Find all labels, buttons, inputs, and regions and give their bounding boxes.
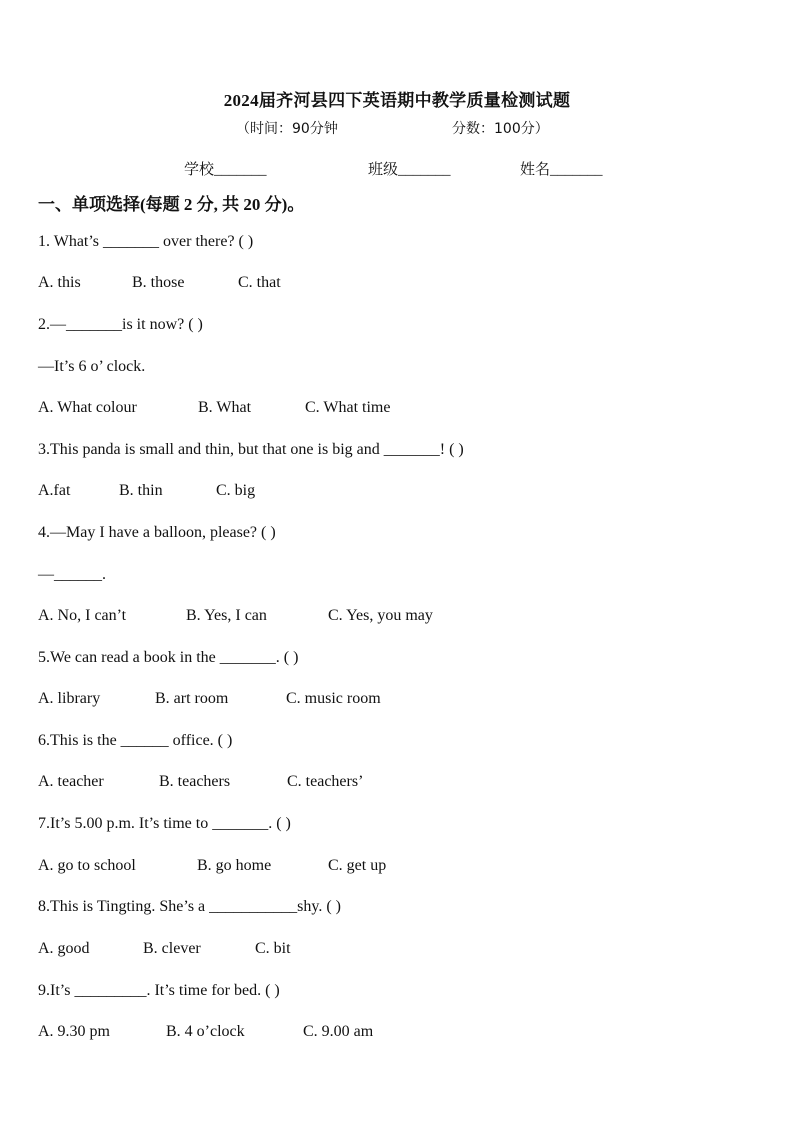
question-5-option-c: C. music room xyxy=(286,690,381,707)
name-field: 姓名_______ xyxy=(520,162,603,178)
question-6-option-b: B. teachers xyxy=(159,773,231,790)
question-2-stem: 2.—_______is it now? ( ) xyxy=(38,316,203,333)
question-3-option-b: B. thin xyxy=(119,482,163,499)
question-3-stem: 3.This panda is small and thin, but that one is big and _______! ( ) xyxy=(38,441,464,458)
question-6-option-a: A. teacher xyxy=(38,773,104,790)
question-2-option-a: A. What colour xyxy=(38,399,137,416)
question-3-option-c: C. big xyxy=(216,482,256,499)
question-7-option-c: C. get up xyxy=(328,857,387,874)
question-8-stem: 8.This is Tingting. She’s a ___________shy. ( ) xyxy=(38,898,341,915)
question-8-option-b: B. clever xyxy=(143,940,201,957)
question-9-stem: 9.It’s _________. It’s time for bed. ( ) xyxy=(38,982,280,999)
question-1-stem: 1. What’s _______ over there? ( ) xyxy=(38,233,254,250)
question-5-stem: 5.We can read a book in the _______. ( ) xyxy=(38,649,299,666)
question-3-option-a: A.fat xyxy=(38,482,71,499)
question-1-option-b: B. those xyxy=(132,274,185,291)
question-9-option-b: B. 4 o’clock xyxy=(166,1023,245,1040)
question-7-option-b: B. go home xyxy=(197,857,272,874)
question-7-option-a: A. go to school xyxy=(38,857,136,874)
question-5-option-a: A. library xyxy=(38,690,101,707)
question-1-option-a: A. this xyxy=(38,274,81,291)
question-5-option-b: B. art room xyxy=(155,690,229,707)
question-6-stem: 6.This is the ______ office. ( ) xyxy=(38,732,233,749)
page-title: 2024届齐河县四下英语期中教学质量检测试题 xyxy=(223,91,571,110)
question-9-option-a: A. 9.30 pm xyxy=(38,1023,110,1040)
question-9-option-c: C. 9.00 am xyxy=(303,1023,374,1040)
school-field: 学校_______ xyxy=(184,162,267,178)
question-1-option-c: C. that xyxy=(238,274,281,291)
question-6-option-c: C. teachers’ xyxy=(287,773,364,790)
question-4-option-c: C. Yes, you may xyxy=(328,607,433,624)
question-4-option-b: B. Yes, I can xyxy=(186,607,267,624)
question-8-option-c: C. bit xyxy=(255,940,291,957)
question-8-option-a: A. good xyxy=(38,940,90,957)
question-2-option-c: C. What time xyxy=(305,399,391,416)
class-field: 班级_______ xyxy=(368,162,451,178)
question-2-answer-line: —It’s 6 o’ clock. xyxy=(38,358,146,375)
exam-time: （时间：90分钟 xyxy=(236,121,338,137)
question-4-answer-line: —______. xyxy=(38,566,106,583)
section-heading: 一、单项选择(每题 2 分, 共 20 分)。 xyxy=(38,195,305,214)
question-4-option-a: A. No, I can’t xyxy=(38,607,127,624)
question-4-stem: 4.—May I have a balloon, please? ( ) xyxy=(38,524,276,541)
question-2-option-b: B. What xyxy=(198,399,252,416)
exam-score: 分数：100分） xyxy=(452,121,549,137)
question-7-stem: 7.It’s 5.00 p.m. It’s time to _______. ( ) xyxy=(38,815,291,832)
